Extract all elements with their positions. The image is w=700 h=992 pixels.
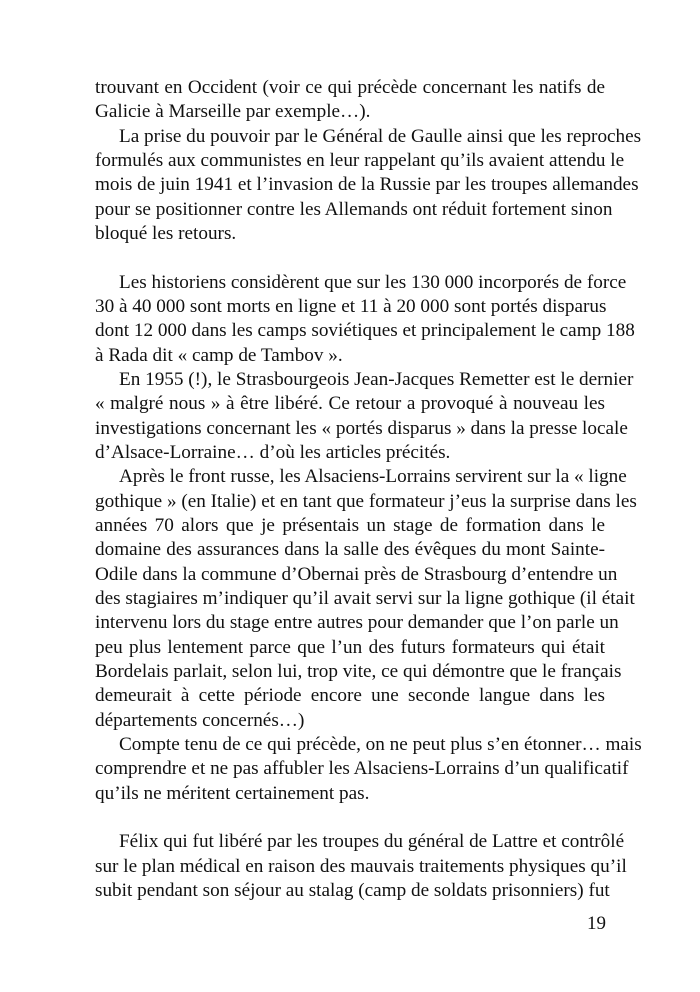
text-line: En 1955 (!), le Strasbourgeois Jean-Jacques Remetter est le dernier xyxy=(119,368,634,390)
blank-line xyxy=(95,246,605,270)
text-line: années 70 alors que je présentais un stage de formation dans le xyxy=(95,514,605,536)
text-line: formulés aux communistes en leur rappelant qu’ils avaient attendu le xyxy=(95,149,625,171)
text-line: Bordelais parlait, selon lui, trop vite, ce qui démontre que le français xyxy=(95,660,622,682)
text-line: sur le plan médical en raison des mauvais traitements physiques qu’il xyxy=(95,855,627,877)
text-line: dont 12 000 dans les camps soviétiques et principalement le camp 188 xyxy=(95,320,635,342)
text-line: des stagiaires m’indiquer qu’il avait servi sur la ligne gothique (il était xyxy=(95,587,635,609)
text-line: Galicie à Marseille par exemple…). xyxy=(95,101,371,123)
paragraph-ligne-gothique xyxy=(95,465,637,733)
text-line: investigations concernant les « portés disparus » dans la presse locale xyxy=(95,417,628,439)
text-line: demeurait à cette période encore une seconde langue dans les xyxy=(95,685,605,707)
text-line: gothique » (en Italie) et en tant que formateur j’eus la surprise dans les xyxy=(95,490,637,512)
page-number: 19 xyxy=(587,913,606,934)
text-line: peu plus lentement parce que l’un des futurs formateurs qui était xyxy=(95,636,605,658)
text-line: intervenu lors du stage entre autres pour demander que l’on parle un xyxy=(95,612,619,634)
text-line: bloqué les retours. xyxy=(95,222,237,244)
text-line: 30 à 40 000 sont morts en ligne et 11 à 20 000 sont portés disparus xyxy=(95,295,607,317)
text-line: Félix qui fut libéré par les troupes du général de Lattre et contrôlé xyxy=(119,831,625,853)
body-text xyxy=(95,76,642,903)
text-line: subit pendant son séjour au stalag (camp de soldats prisonniers) fut xyxy=(95,879,610,901)
paragraph-historiens xyxy=(95,271,635,368)
text-line: Les historiens considèrent que sur les 130 000 incorporés de force xyxy=(119,271,627,293)
text-line: Compte tenu de ce qui précède, on ne peut plus s’en étonner… mais xyxy=(119,733,642,755)
text-line: La prise du pouvoir par le Général de Gaulle ainsi que les reproches xyxy=(119,125,642,147)
text-line: comprendre et ne pas affubler les Alsaciens-Lorrains d’un qualificatif xyxy=(95,758,629,780)
paragraph-1955 xyxy=(95,368,634,465)
text-line: domaine des assurances dans la salle des évêques du mont Sainte- xyxy=(95,539,605,561)
paragraph-de-gaulle xyxy=(95,125,642,247)
text-line: d’Alsace-Lorraine… d’où les articles précités. xyxy=(95,441,451,463)
text-line: à Rada dit « camp de Tambov ». xyxy=(95,344,343,366)
text-line: pour se positionner contre les Allemands ont réduit fortement sinon xyxy=(95,198,613,220)
paragraph-continuation xyxy=(95,76,605,125)
blank-line xyxy=(95,806,605,830)
paragraph-felix xyxy=(95,830,627,903)
text-line: Odile dans la commune d’Obernai près de Strasbourg d’entendre un xyxy=(95,563,618,585)
text-line: mois de juin 1941 et l’invasion de la Russie par les troupes allemandes xyxy=(95,174,639,196)
text-line: trouvant en Occident (voir ce qui précède concernant les natifs de xyxy=(95,77,605,98)
text-line: départements concernés…) xyxy=(95,709,305,731)
text-line: qu’ils ne méritent certainement pas. xyxy=(95,782,370,804)
text-line: Après le front russe, les Alsaciens-Lorrains servirent sur la « ligne xyxy=(119,466,627,488)
paragraph-compte-tenu xyxy=(95,733,642,806)
text-line: « malgré nous » à être libéré. Ce retour a provoqué à nouveau les xyxy=(95,393,605,415)
